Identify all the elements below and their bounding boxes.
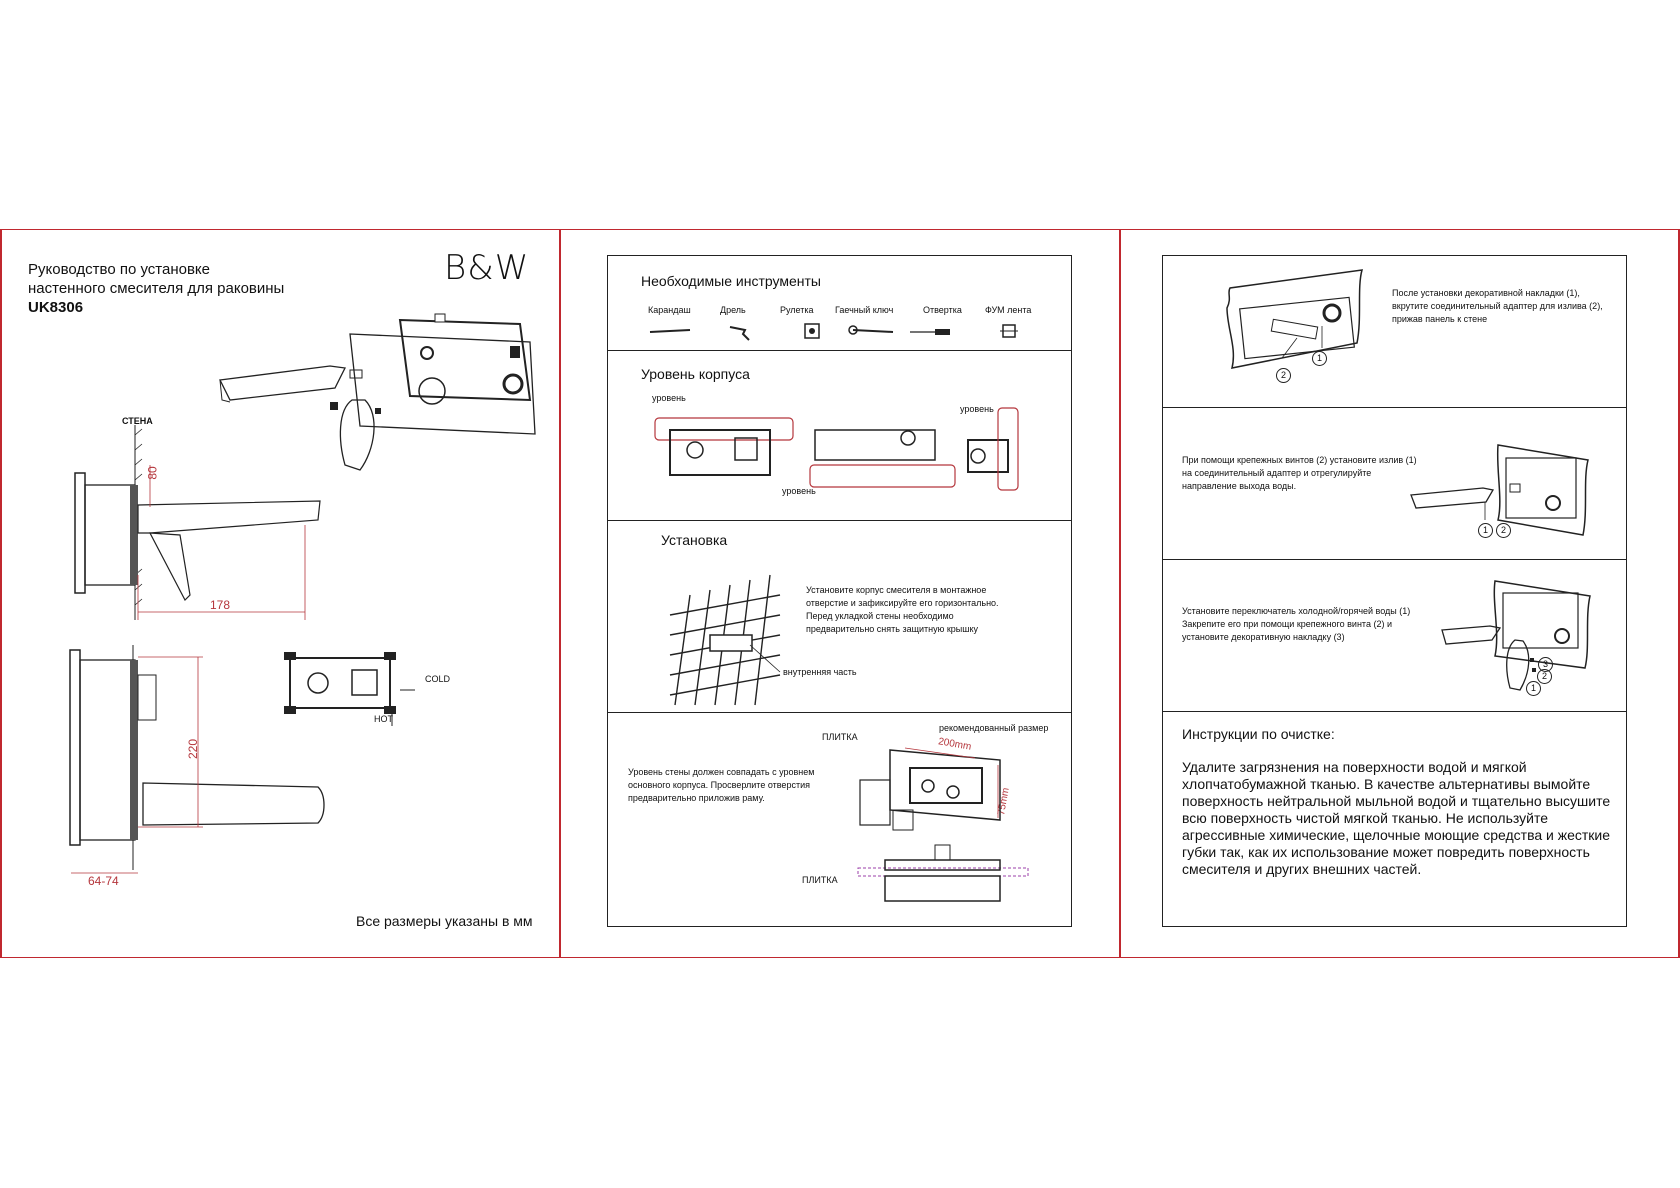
install-text-line: предварительно снять защитную крышку — [806, 624, 979, 634]
level-label: уровень — [782, 486, 816, 496]
step2-text-line: направление выхода воды. — [1182, 481, 1297, 491]
callout-badge: 2 — [1276, 368, 1291, 383]
inner-part-label: внутренняя часть — [783, 667, 857, 677]
tile-mounting-diagram — [850, 740, 1030, 915]
step3-text-line: Установите переключатель холодной/горячей воды (1) — [1182, 606, 1411, 616]
wall-text-line: основного корпуса. Просверлите отверстия — [628, 780, 810, 790]
callout-badge: 2 — [1496, 523, 1511, 538]
wall-label: СТЕНА — [122, 416, 153, 426]
pencil-icon — [650, 330, 690, 332]
cleaning-text-line: всю поверхность чистой мягкой тканью. Не используйте — [1182, 810, 1548, 826]
drill-icon — [730, 327, 749, 340]
tool-label: ФУМ лента — [985, 305, 1032, 315]
dim-75mm: 75mm — [996, 786, 1012, 817]
divider — [607, 520, 1072, 521]
step1-text-line: вкрутите соединительный адаптер для излива (2), — [1392, 301, 1603, 311]
cleaning-text-line: Удалите загрязнения на поверхности водой и мягкой — [1182, 759, 1527, 775]
frame-left-edge — [0, 229, 2, 958]
step3-diagram — [1440, 578, 1600, 703]
install-text-line: Перед укладкой стены необходимо — [806, 611, 954, 621]
dim-64-74: 64-74 — [88, 874, 119, 888]
callout-badge: 1 — [1478, 523, 1493, 538]
tape-measure-icon — [805, 324, 819, 338]
screwdriver-icon — [910, 329, 950, 335]
cleaning-text-line: смесителя и других внешних частей. — [1182, 861, 1422, 877]
install-title: Установка — [661, 532, 728, 548]
lower-side-view-diagram — [68, 645, 338, 885]
tile-label: ПЛИТКА — [822, 732, 858, 742]
dim-200mm: 200mm — [937, 736, 973, 753]
tool-label: Рулетка — [780, 305, 814, 315]
level-diagram — [650, 400, 1030, 500]
tools-title: Необходимые инструменты — [641, 273, 821, 289]
tool-label: Отвертка — [923, 305, 962, 315]
callout-badge: 1 — [1312, 351, 1327, 366]
cold-label: COLD — [425, 674, 451, 684]
cleaning-text-line: агрессивные химические, щелочные моющие средства и жесткие — [1182, 827, 1611, 843]
tool-label: Карандаш — [648, 305, 691, 315]
step2-text-line: на соединительный адаптер и отрегулируйте — [1182, 468, 1372, 478]
dim-178: 178 — [210, 598, 231, 612]
tool-label: Гаечный ключ — [835, 305, 894, 315]
callout-badge: 2 — [1537, 669, 1552, 684]
dimensions-footnote: Все размеры указаны в мм — [356, 913, 533, 929]
wrench-icon — [849, 326, 893, 334]
model-number: UK8306 — [28, 299, 84, 316]
wall-text-line: Уровень стены должен совпадать с уровнем — [628, 767, 815, 777]
dim-80: 80 — [145, 466, 160, 480]
cleaning-text-line: губки так, как их использование может повредить поверхность — [1182, 844, 1590, 860]
step3-text-line: установите декоративную накладку (3) — [1182, 632, 1345, 642]
divider — [607, 712, 1072, 713]
brand-logo: B&W — [444, 248, 530, 288]
ptfe-tape-icon — [1000, 325, 1018, 337]
tools-icons — [645, 322, 1045, 342]
divider — [1162, 559, 1627, 560]
wall-text-line: предварительно приложив раму. — [628, 793, 765, 803]
cleaning-text-line: хлопчатобумажной тканью. В качестве альтернативы вымойте — [1182, 776, 1591, 792]
divider — [1162, 407, 1627, 408]
title-line-2: настенного смесителя для раковины — [28, 280, 285, 297]
install-text-line: отверстие и зафиксируйте его горизонтально. — [806, 598, 999, 608]
level-label: уровень — [652, 393, 686, 403]
hot-label: HOT — [374, 714, 393, 724]
recommended-size-label: рекомендованный размер — [939, 723, 1049, 733]
dim-220: 220 — [186, 738, 201, 760]
step2-text-line: При помощи крепежных винтов (2) установите излив (1) — [1182, 455, 1417, 465]
step1-text-line: После установки декоративной накладки (1), — [1392, 288, 1580, 298]
cleaning-text-line: поверхность нейтральной мыльной водой и тщательно высушите — [1182, 793, 1611, 809]
column-divider-2 — [1119, 229, 1121, 958]
tool-label: Дрель — [720, 305, 746, 315]
frame-right-edge — [1678, 229, 1680, 958]
column-divider-1 — [559, 229, 561, 958]
divider — [607, 350, 1072, 351]
side-view-diagram — [70, 425, 330, 625]
title-line-1: Руководство по установке — [28, 261, 210, 278]
callout-badge: 3 — [1538, 657, 1553, 672]
step1-diagram — [1222, 268, 1372, 380]
level-title: Уровень корпуса — [641, 366, 750, 382]
wall-grid-diagram — [670, 575, 790, 710]
step1-text-line: прижав панель к стене — [1392, 314, 1488, 324]
install-text-line: Установите корпус смесителя в монтажное — [806, 585, 987, 595]
tile-label: ПЛИТКА — [802, 875, 838, 885]
callout-badge: 1 — [1526, 681, 1541, 696]
divider — [1162, 711, 1627, 712]
level-label: уровень — [960, 404, 994, 414]
cleaning-title: Инструкции по очистке: — [1182, 726, 1335, 742]
step3-text-line: Закрепите его при помощи крепежного винта (2) и — [1182, 619, 1392, 629]
